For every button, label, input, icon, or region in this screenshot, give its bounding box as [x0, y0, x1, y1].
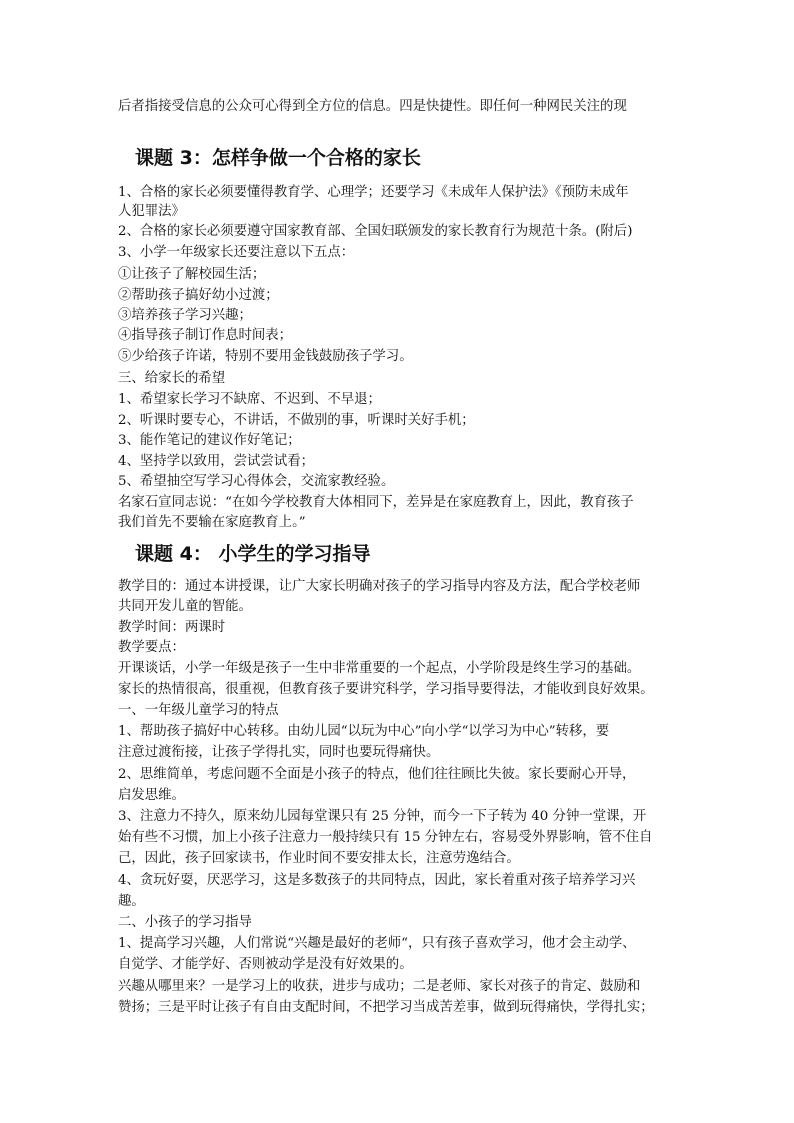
topic4-line: 启发思维。 [118, 788, 185, 803]
topic4-line: 赞扬；三是平时让孩子有自由支配时间，不把学习当成苦差事，做到玩得痛快，学得扎实； [118, 1000, 654, 1015]
topic3-line: ②帮助孩子搞好幼小过渡； [118, 288, 279, 303]
topic3-line: 2、合格的家长必须要遵守国家教育部、全国妇联颁发的家长教育行为规范十条。(附后) [118, 224, 633, 239]
topic3-line: 名家石宣同志说：“在如今学校教育大体相同下，差异是在家庭教育上，因此，教育孩子 [118, 495, 634, 510]
topic4-line: 自觉学、才能学好、否则被动学是没有好效果的。 [118, 957, 413, 972]
topic4-line: 兴趣从哪里来？一是学习上的收获，进步与成功；二是老师、家长对孩子的肯定、鼓励和 [118, 979, 641, 994]
topic4-line: 1、提高学习兴趣，人们常说“兴趣是最好的老师“，只有孩子喜欢学习，他才会主动学、 [118, 936, 636, 951]
topic4-line: 己，因此，孩子回家读书，作业时间不要安排太长，注意劳逸结合。 [118, 851, 520, 866]
topic3-line: ④指导孩子制订作息时间表； [118, 328, 293, 343]
topic3-line: 2、听课时要专心，不讲话，不做别的事，听课时关好手机； [118, 413, 475, 428]
topic3-line: 3、能作笔记的建议作好笔记； [118, 433, 301, 448]
topic3-line: 我们首先不要输在家庭教育上。” [118, 515, 306, 530]
topic3-line: 1、希望家长学习不缺席、不迟到、不早退； [118, 392, 381, 407]
intro-line: 后者指接受信息的公众可心得到全方位的信息。四是快捷性。即任何一种网民关注的现 [118, 99, 627, 114]
topic3-heading: 课题 3：怎样争做一个合格的家长 [135, 147, 421, 169]
topic3-line: 3、小学一年级家长还要注意以下五点： [118, 245, 355, 260]
topic4-line: 3、注意力不持久，原来幼儿园每堂课只有 25 分钟，而今一下子转为 40 分钟一堂课，开 [118, 809, 647, 824]
topic4-line: 开课谈话，小学一年级是孩子一生中非常重要的一个起点，小学阶段是终生学习的基础。 [118, 661, 641, 676]
topic4-line: 一、一年级儿童学习的特点 [118, 703, 279, 718]
topic3-line: ⑤少给孩子许诺，特别不要用金钱鼓励孩子学习。 [118, 349, 413, 364]
topic3-line: 三、给家长的希望 [118, 371, 226, 386]
topic3-line: 4、坚持学以致用，尝试尝试看； [118, 454, 314, 469]
topic4-line: 家长的热情很高，很重视，但教育孩子要讲究科学，学习指导要得法，才能收到良好效果。 [118, 682, 654, 697]
topic4-line: 共同开发儿童的智能。 [118, 599, 252, 614]
topic4-line: 始有些不习惯，加上小孩子注意力一般持续只有 15 分钟左右，容易受外界影响，管不住自 [118, 830, 653, 845]
topic4-line: 趣。 [118, 894, 145, 909]
topic3-line: 1、合格的家长必须要懂得教育学、心理学；还要学习《未成年人保护法》《预防未成年 [118, 185, 629, 200]
topic3-line: 5、希望抽空写学习心得体会，交流家教经验。 [118, 474, 395, 489]
topic4-line: 教学时间：两课时 [118, 620, 226, 635]
topic4-line: 教学目的：通过本讲授课，让广大家长明确对孩子的学习指导内容及方法，配合学校老师 [118, 579, 641, 594]
topic4-line: 4、贪玩好耍，厌恶学习，这是多数孩子的共同特点，因此，家长着重对孩子培养学习兴 [118, 873, 636, 888]
topic4-line: 注意过渡衔接，让孩子学得扎实，同时也要玩得痛快。 [118, 745, 440, 760]
topic4-line: 二、小孩子的学习指导 [118, 915, 252, 930]
topic4-heading: 课题 4： 小学生的学习指导 [135, 543, 371, 565]
topic4-line: 教学要点： [118, 640, 185, 655]
topic3-line: ①让孩子了解校园生活； [118, 267, 266, 282]
topic3-line: 人犯罪法》 [118, 204, 185, 219]
topic4-line: 2、思维简单，考虑问题不全面是小孩子的特点，他们往往顾比失彼。家长要耐心开导， [118, 767, 636, 782]
topic4-line: 1、帮助孩子搞好中心转移。由幼儿园“以玩为中心”向小学“以学习为中心”转移，要 [118, 724, 610, 739]
topic3-line: ③培养孩子学习兴趣； [118, 308, 252, 323]
